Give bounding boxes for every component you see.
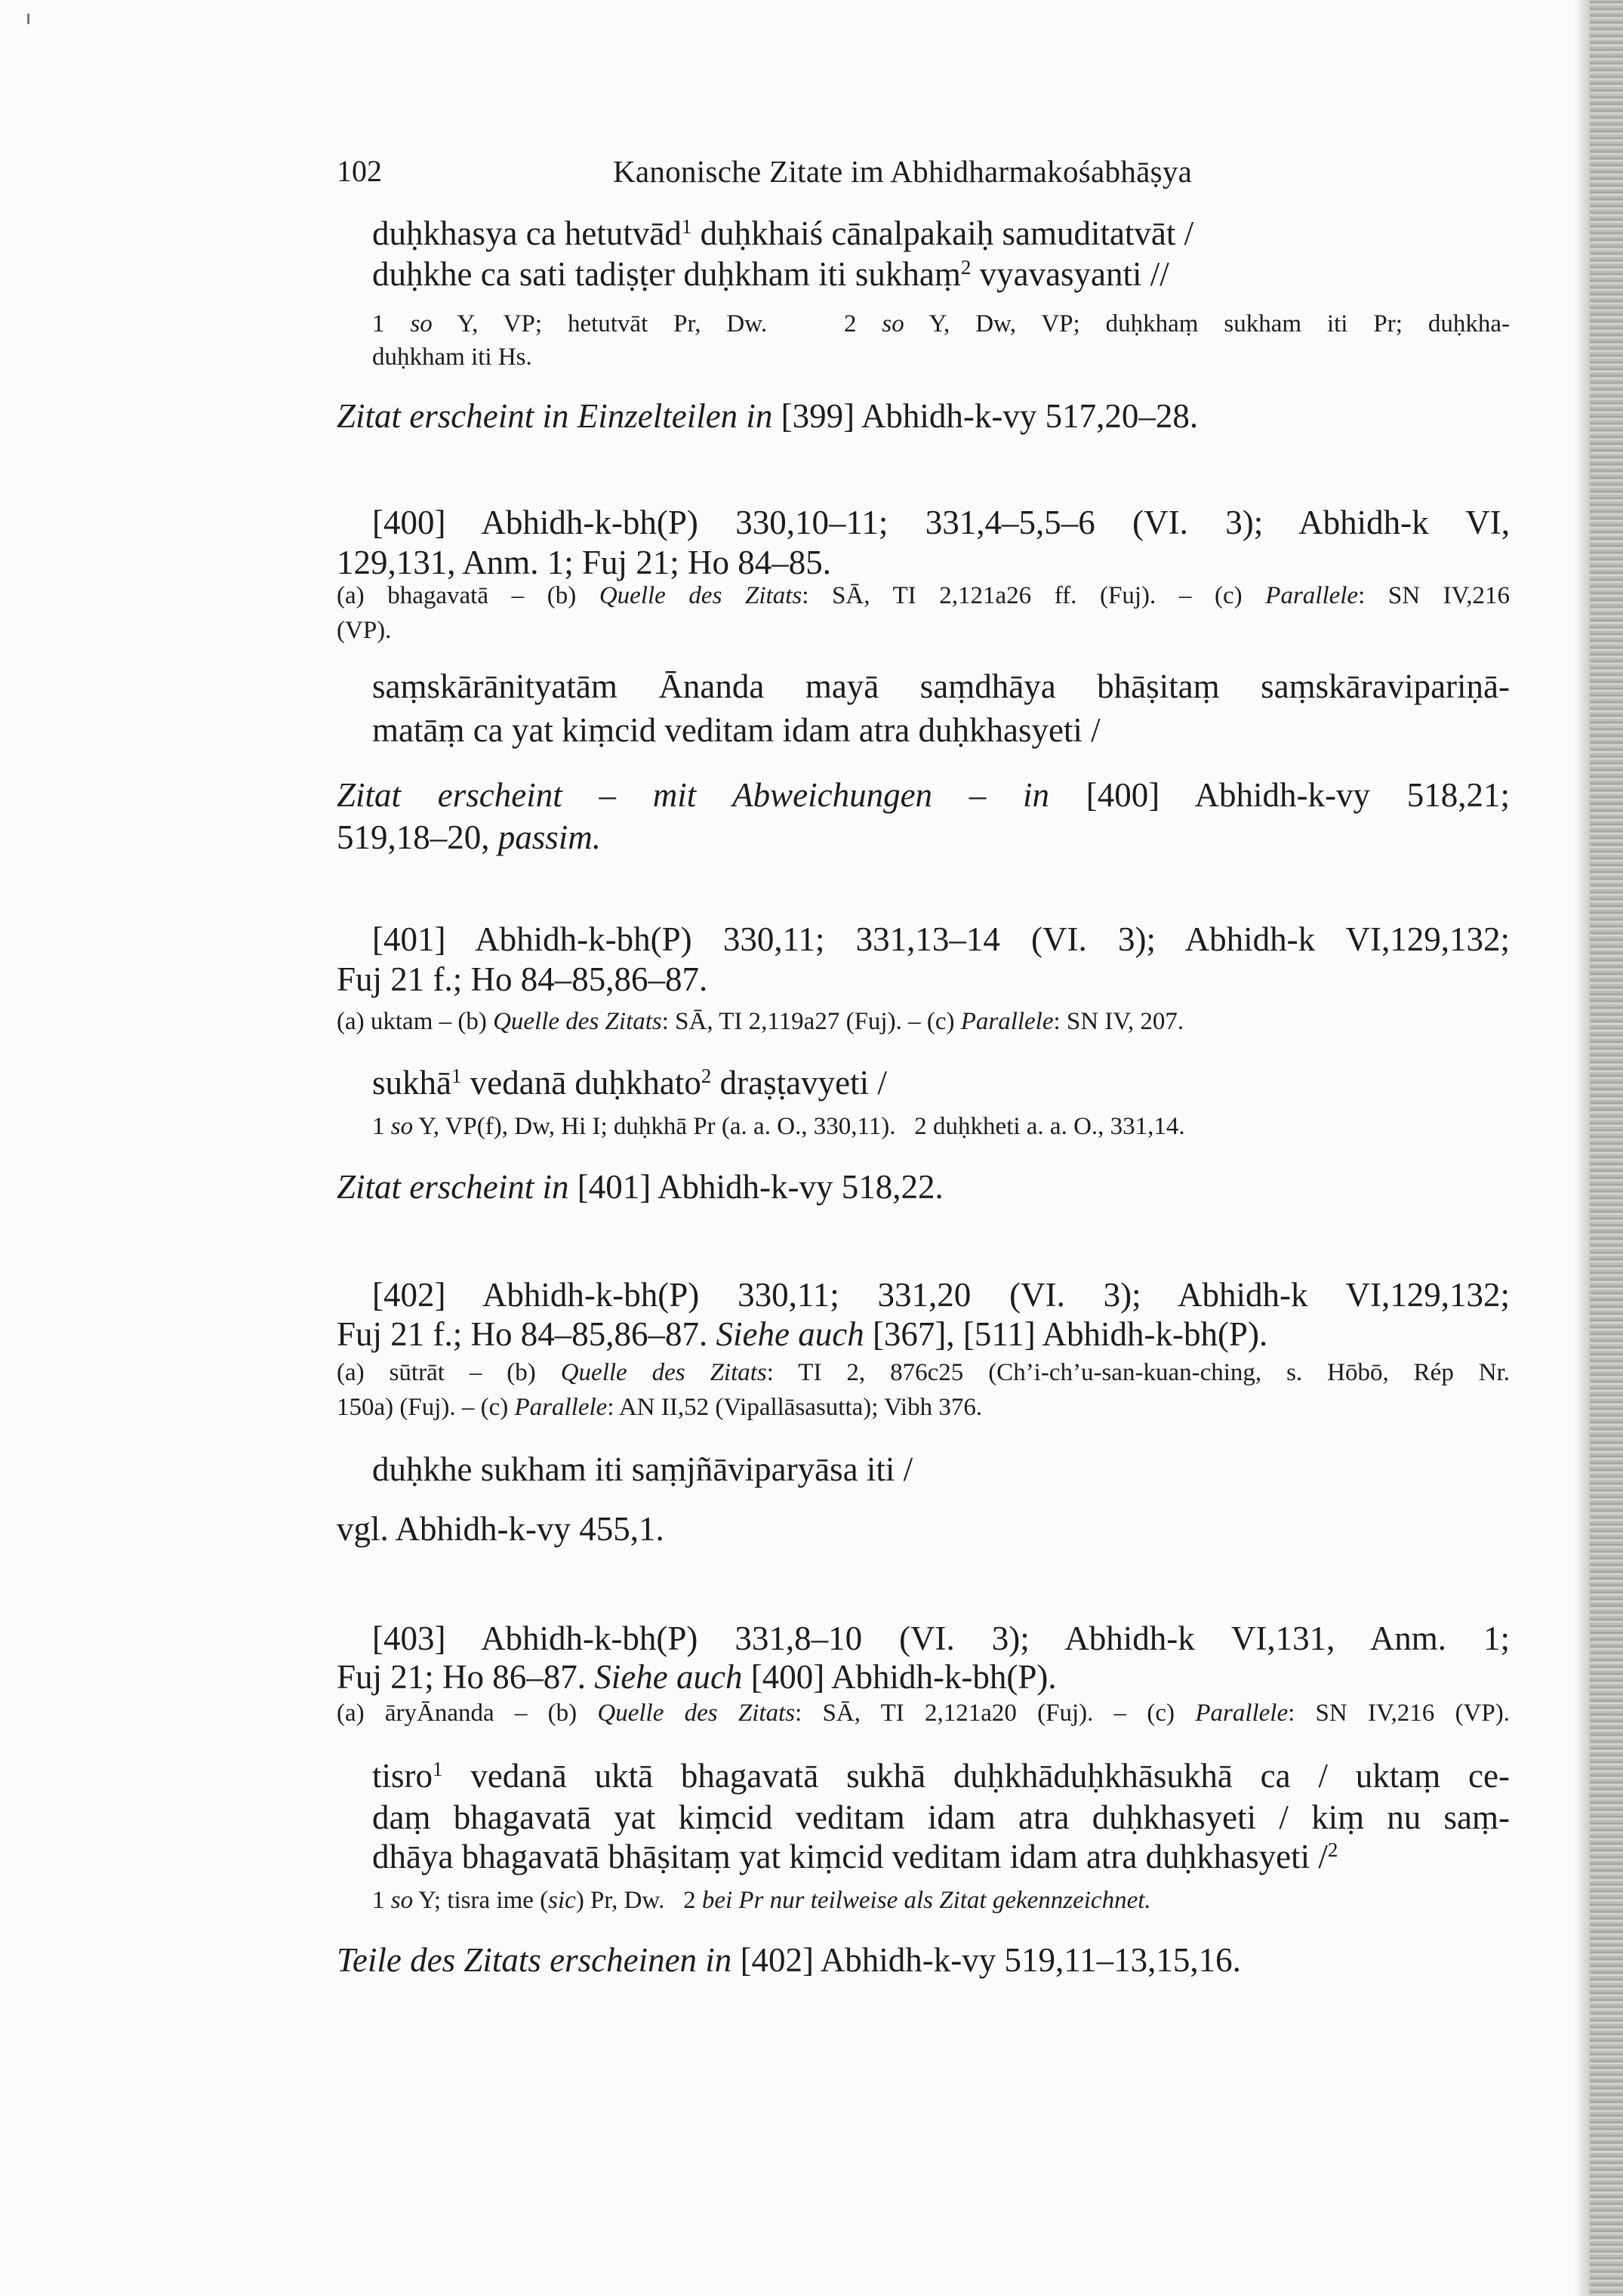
verse-line xyxy=(372,1062,1510,1103)
footnote-marker: 1 xyxy=(433,1757,443,1780)
text-run: 129,131, Anm. 1; Fuj 21; Ho 84–85. xyxy=(337,543,832,581)
text-run: (a) sūtrāt – (b) xyxy=(337,1359,561,1387)
text-run: : SN IV,216 (VP). xyxy=(1288,1700,1510,1727)
text-run: Fuj 21; Ho 86–87. xyxy=(337,1657,595,1696)
text-run: : SN IV, 207. xyxy=(1053,1008,1184,1036)
italic-run: Quelle des Zitats xyxy=(599,582,802,610)
text-run: 519,18–20, xyxy=(337,818,498,856)
entry-head-line xyxy=(337,959,1510,1000)
text-run: duḥkhasya ca hetutvād xyxy=(372,214,682,252)
text-run: vyavasyanti // xyxy=(971,254,1169,293)
italic-run: Quelle des Zitats xyxy=(493,1008,662,1036)
note-line xyxy=(337,1699,1510,1729)
note-line xyxy=(337,616,1510,646)
italic-run: Siehe auch xyxy=(594,1657,743,1696)
entry-head-line xyxy=(337,542,1510,583)
page-number: 102 xyxy=(337,154,382,188)
italic-run: Quelle des Zitats xyxy=(597,1700,796,1727)
reference-line xyxy=(337,817,1510,858)
note-line xyxy=(337,581,1510,612)
text-run: [400] Abhidh-k-bh(P). xyxy=(742,1657,1057,1696)
italic-run: Parallele xyxy=(960,1008,1054,1036)
italic-run: so xyxy=(390,1113,414,1141)
italic-run: sic xyxy=(548,1887,576,1915)
text-run: 1 xyxy=(372,1113,391,1141)
verse-line xyxy=(372,1797,1510,1838)
text-run: vedanā uktā bhagavatā sukhā duḥkhāduḥkhāsukhā ca / uktaṃ ce- xyxy=(442,1756,1510,1795)
italic-run: Parallele xyxy=(514,1394,608,1422)
text-run: duḥkhe sukham iti saṃjñāviparyāsa iti / xyxy=(372,1450,913,1488)
text-run: (a) uktam – (b) xyxy=(337,1008,494,1036)
verse-line xyxy=(372,666,1510,707)
footnote-line xyxy=(372,310,1510,340)
text-run: duḥkhe ca sati tadiṣṭer duḥkham iti sukhaṃ xyxy=(372,254,961,293)
text-run: daṃ bhagavatā yat kiṃcid veditam idam atra duḥkhasyeti / kiṃ nu saṃ- xyxy=(372,1798,1510,1836)
entry-head-line xyxy=(372,502,1510,543)
verse-line xyxy=(372,1449,1510,1490)
text-run: [401] Abhidh-k-bh(P) 330,11; 331,13–14 (VI. 3); Abhidh-k VI,129,132; xyxy=(372,920,1510,958)
text-run: 150a) (Fuj). – (c) xyxy=(337,1394,515,1422)
scan-edge xyxy=(1590,0,1623,2296)
italic-run: Parallele xyxy=(1265,582,1359,610)
footnote-marker: 2 xyxy=(701,1064,712,1087)
note-line xyxy=(337,1358,1510,1388)
italic-run: so xyxy=(410,310,433,338)
text-run: (VP). xyxy=(337,617,392,645)
verse-line xyxy=(372,710,1510,750)
text-run: [402] Abhidh-k-bh(P) 330,11; 331,20 (VI. 3); Abhidh-k VI,129,132; xyxy=(372,1275,1510,1314)
italic-run: so xyxy=(882,310,904,338)
text-run: sukhā xyxy=(372,1063,451,1102)
footnote-marker: 1 xyxy=(451,1064,462,1087)
text-run: [367], [511] Abhidh-k-bh(P). xyxy=(864,1314,1268,1353)
text-run: [402] Abhidh-k-vy 519,11–13,15,16. xyxy=(731,1940,1241,1979)
italic-run: Quelle des Zitats xyxy=(560,1359,767,1387)
text-run: vgl. Abhidh-k-vy 455,1. xyxy=(337,1509,664,1548)
text-run: [401] Abhidh-k-vy 518,22. xyxy=(568,1167,944,1206)
text-run: draṣṭavyeti / xyxy=(711,1063,887,1102)
note-line xyxy=(337,1393,1510,1423)
entry-head-line xyxy=(372,919,1510,960)
verse-line xyxy=(372,1836,1510,1877)
italic-run: Zitat erscheint in Einzelteilen in xyxy=(337,396,773,435)
text-run: duḥkhaiś cānalpakaiḥ samuditatvāt / xyxy=(691,214,1194,252)
text-run: vedanā duḥkhato xyxy=(461,1063,701,1102)
running-title: Kanonische Zitate im Abhidharmakośabhāṣya xyxy=(613,154,1193,189)
text-run: matāṃ ca yat kiṃcid veditam idam atra duḥkhasyeti / xyxy=(372,710,1101,749)
footnote-marker: 2 xyxy=(960,255,972,279)
text-run: saṃskārānityatām Ānanda mayā saṃdhāya bhāṣitaṃ saṃskāravipariṇā- xyxy=(372,667,1510,705)
reference-line xyxy=(337,1940,1510,1980)
reference-line xyxy=(337,396,1510,436)
text-run: Fuj 21 f.; Ho 84–85,86–87. xyxy=(337,960,708,998)
reference-line xyxy=(337,775,1510,815)
text-run: [403] Abhidh-k-bh(P) 331,8–10 (VI. 3); Abhidh-k VI,131, Anm. 1; xyxy=(372,1619,1510,1657)
binding-shadow xyxy=(1575,0,1590,2296)
text-run: [400] Abhidh-k-bh(P) 330,10–11; 331,4–5,5–6 (VI. 3); Abhidh-k VI, xyxy=(372,503,1510,541)
footnote-line xyxy=(372,1886,1510,1916)
text-run: 1 xyxy=(372,1887,391,1915)
text-run: (a) bhagavatā – (b) xyxy=(337,582,599,610)
text-run: Y; tisra ime ( xyxy=(413,1887,549,1915)
italic-run: Zitat erscheint in xyxy=(337,1167,569,1206)
text-run: [399] Abhidh-k-vy 517,20–28. xyxy=(772,396,1199,435)
verse-line xyxy=(372,213,1510,254)
entry-head-line xyxy=(337,1314,1510,1354)
text-run: Y, Dw, VP; duḥkhaṃ sukham iti Pr; duḥkha- xyxy=(904,310,1510,338)
verse-line xyxy=(372,1755,1510,1796)
reference-line xyxy=(337,1509,1510,1549)
italic-run: Parallele xyxy=(1195,1700,1289,1727)
text-run: (a) āryĀnanda – (b) xyxy=(337,1700,598,1727)
text-run: Y, VP; hetutvāt Pr, Dw. 2 xyxy=(432,310,882,338)
text-run: Y, VP(f), Dw, Hi I; duḥkhā Pr (a. a. O., 330,11). 2 duḥkheti a. a. O., 331,14. xyxy=(413,1113,1185,1141)
italic-run: so xyxy=(390,1887,414,1915)
text-run: Fuj 21 f.; Ho 84–85,86–87. xyxy=(337,1314,716,1353)
text-run: : SĀ, TI 2,121a26 ff. (Fuj). – (c) xyxy=(802,582,1266,610)
text-run: tisro xyxy=(372,1756,433,1795)
italic-run: passim. xyxy=(497,818,602,856)
note-line xyxy=(337,1007,1510,1037)
verse-line xyxy=(372,254,1510,294)
text-run: : SĀ, TI 2,121a20 (Fuj). – (c) xyxy=(795,1700,1196,1727)
text-run: : SN IV,216 xyxy=(1358,582,1511,610)
entry-head-line xyxy=(372,1274,1510,1315)
footnote-marker: 2 xyxy=(1327,1838,1338,1861)
text-run: duḥkham iti Hs. xyxy=(372,344,532,371)
italic-run: bei Pr nur teilweise als Zitat gekennzeichnet. xyxy=(701,1887,1151,1915)
text-run: 1 xyxy=(372,310,411,338)
text-run: : AN II,52 (Vipallāsasutta); Vibh 376. xyxy=(607,1394,983,1422)
italic-run: Teile des Zitats erscheinen in xyxy=(337,1940,732,1979)
text-run: dhāya bhagavatā bhāṣitaṃ yat kiṃcid veditam idam atra duḥkhasyeti / xyxy=(372,1837,1328,1875)
text-run: ) Pr, Dw. 2 xyxy=(575,1887,702,1915)
reference-line xyxy=(337,1166,1510,1207)
italic-run: Siehe auch xyxy=(716,1314,864,1353)
entry-head-line xyxy=(372,1618,1510,1659)
italic-run: Zitat erscheint – mit Abweichungen – in xyxy=(337,775,1050,814)
scan-mark xyxy=(27,14,29,24)
footnote-line xyxy=(372,343,1510,373)
entry-head-line xyxy=(337,1657,1510,1697)
footnote-line xyxy=(372,1112,1510,1142)
text-run: [400] Abhidh-k-vy 518,21; xyxy=(1049,775,1510,814)
text-run: : SĀ, TI 2,119a27 (Fuj). – (c) xyxy=(661,1008,961,1036)
footnote-marker: 1 xyxy=(681,214,692,238)
text-run: : TI 2, 876c25 (Ch’i-ch’u-san-kuan-ching, s. Hōbō, Rép Nr. xyxy=(766,1359,1511,1387)
